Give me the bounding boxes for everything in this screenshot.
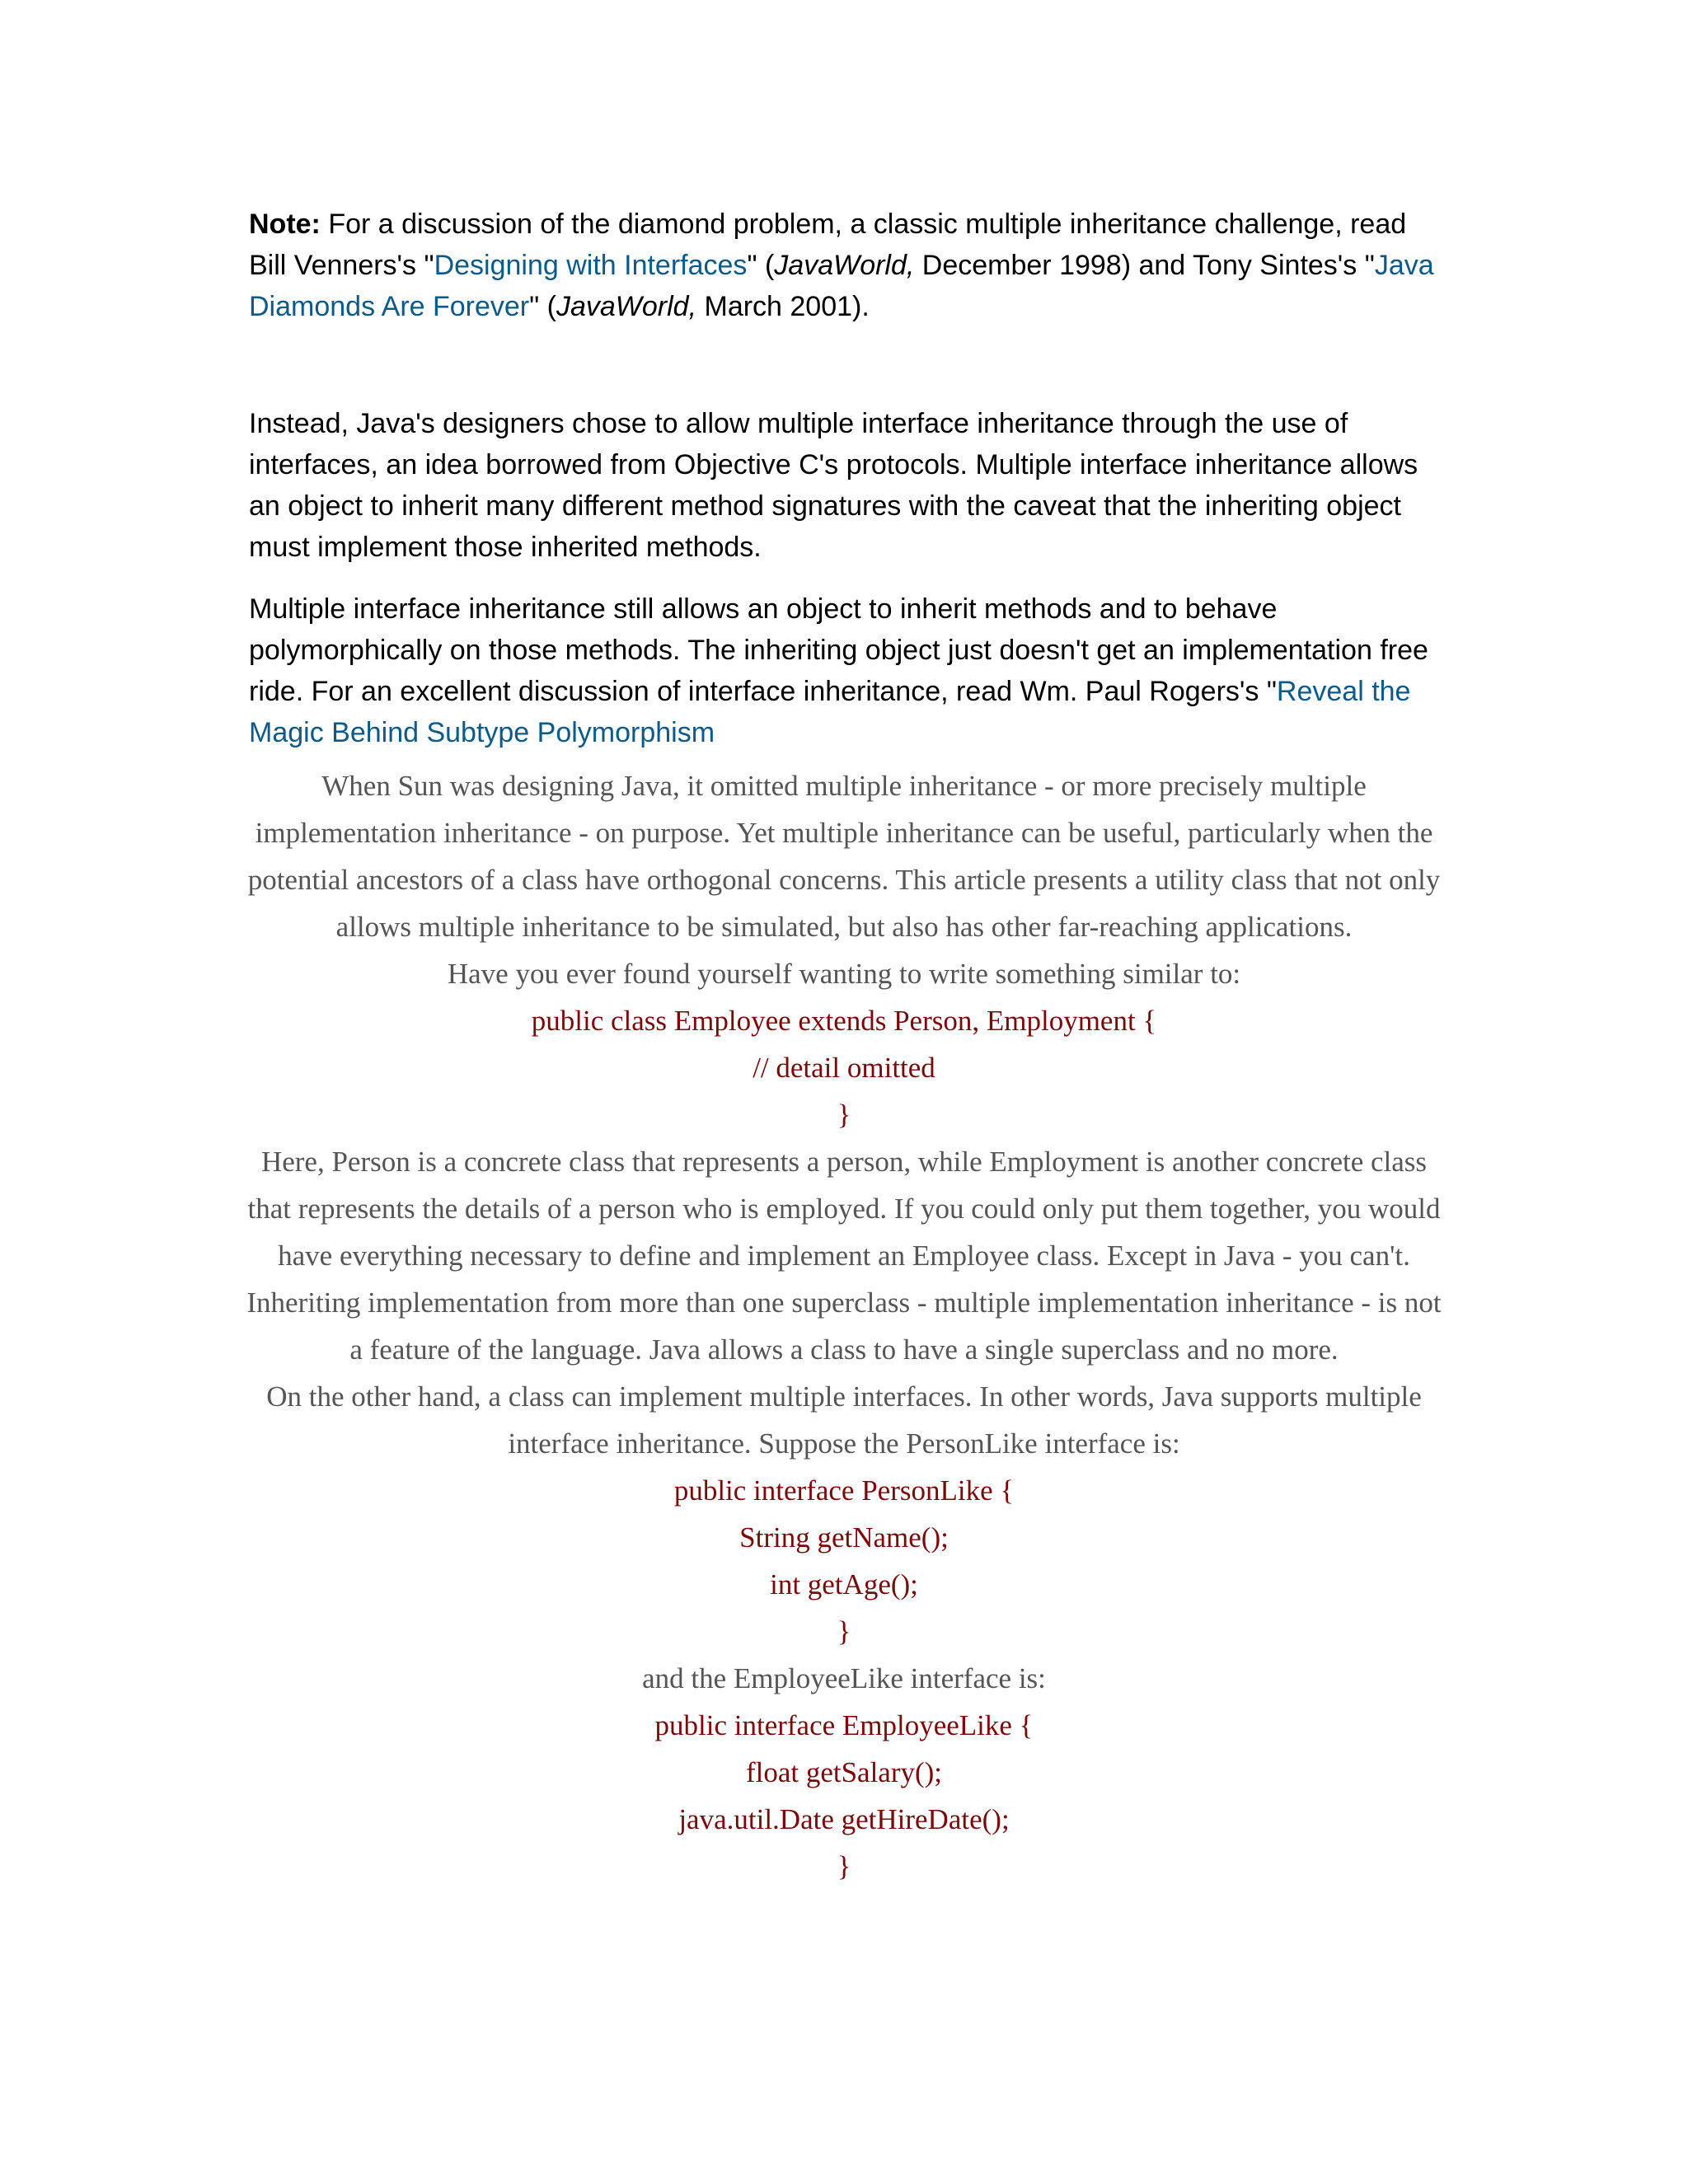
java-diamonds-link[interactable]: Java Diamonds Are Forever (249, 250, 1434, 322)
code-line: String getName(); (739, 1521, 949, 1554)
note-date-1: December 1998) and Tony Sintes's " (914, 250, 1375, 281)
article-explanation: Here, Person is a concrete class that represents a person, while Employment is another concrete class that represents the details of a person who is employed. If you could only put them together, you would have everything necessary to define and implement an Employee class. Except in Java - you can't. Inheriting implementation from more than one superclass - multiple implementation inheritance - is not a feature of the language. Java allows a class to have a single superclass and no more. (246, 1146, 1442, 1366)
note-label: Note: (249, 209, 321, 240)
code-line: public class Employee extends Person, Employment { (531, 1005, 1157, 1037)
note-paragraph (249, 204, 1444, 327)
code-line: } (837, 1850, 851, 1882)
polymorphism-paragraph (249, 588, 1444, 753)
code-line: float getSalary(); (745, 1756, 943, 1788)
code-line: public interface PersonLike { (673, 1474, 1015, 1507)
article-question: Have you ever found yourself wanting to write something similar to: (447, 958, 1241, 990)
polymorphism-paragraph-text: Multiple interface inheritance still allows an object to inherit methods and to behave polymorphically on those methods. The inheriting object just doesn't get an implementation free ride. For an excellent discussion of interface inheritance, read Wm. Paul Rogers's " (249, 593, 1428, 707)
code-line: public interface EmployeeLike { (654, 1709, 1034, 1741)
interface-inheritance-paragraph: Instead, Java's designers chose to allow multiple interface inheritance through the use of interfaces, an idea borrowed from Objective C's protocols. Multiple interface inheritance allows an object to inherit many different method signatures with the caveat that the inheriting object must implement those inherited methods. (249, 408, 1418, 563)
note-text-before: For a discussion of the diamond problem, a classic multiple inheritance challenge, read Bill Venners's " (249, 209, 1407, 281)
note-publication-2: JavaWorld, (556, 291, 697, 322)
code-line: int getAge(); (770, 1568, 918, 1601)
code-line: } (837, 1615, 851, 1647)
note-between-1: " ( (747, 250, 775, 281)
code-line: java.util.Date getHireDate(); (678, 1803, 1010, 1835)
article-excerpt (246, 762, 1442, 1890)
article-other-hand: On the other hand, a class can implement multiple interfaces. In other words, Java supports multiple interface inheritance. Suppose the PersonLike interface is: (266, 1380, 1422, 1460)
article-and-employee: and the EmployeeLike interface is: (642, 1662, 1046, 1694)
article-intro: When Sun was designing Java, it omitted multiple inheritance - or more precisely multiple implementation inheritance - on purpose. Yet multiple inheritance can be useful, particularly when the potential ancestors of a class have orthogonal concerns. This article presents a utility class that not only allows multiple inheritance to be simulated, but also has other far-reaching applications. (247, 770, 1441, 943)
code-line: } (837, 1099, 851, 1131)
code-line: // detail omitted (753, 1052, 935, 1084)
note-date-2: March 2001). (696, 291, 870, 322)
note-between-2: " ( (529, 291, 556, 322)
designing-with-interfaces-link[interactable]: Designing with Interfaces (434, 250, 748, 281)
reveal-the-magic-link[interactable]: Reveal the Magic Behind Subtype Polymorphism (249, 676, 1411, 748)
note-publication-1: JavaWorld, (774, 250, 915, 281)
